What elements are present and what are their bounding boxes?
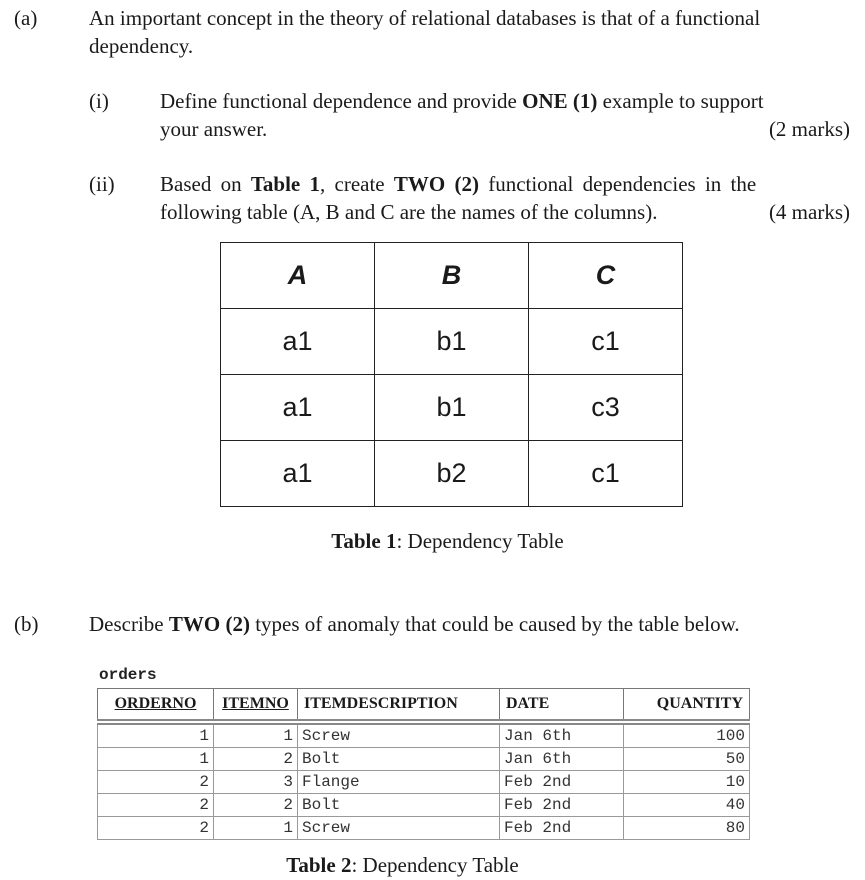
table-cell: 1 — [214, 817, 298, 840]
table2-caption-rest: : Dependency Table — [351, 853, 519, 877]
table-row — [98, 748, 750, 771]
table-cell: c1 — [529, 441, 683, 507]
sub-ii-bold-two: TWO (2) — [393, 172, 479, 196]
table-cell: Feb 2nd — [500, 817, 624, 840]
sub-i-text-end: example to support — [597, 89, 764, 113]
table2-caption — [0, 851, 805, 879]
table1-header-c: C — [529, 243, 683, 309]
sub-i-bold: ONE (1) — [522, 89, 598, 113]
sub-ii-bold-table: Table 1 — [250, 172, 320, 196]
sub-ii-line1 — [160, 170, 850, 198]
table-cell: 2 — [214, 748, 298, 771]
table-cell: c1 — [529, 309, 683, 375]
table-row — [98, 817, 750, 840]
sub-ii-question — [160, 170, 850, 226]
header-itemno-text: ITEMNO — [222, 695, 289, 712]
header-itemno — [214, 689, 298, 723]
table-cell: Jan 6th — [500, 722, 624, 748]
table-cell: 2 — [98, 794, 214, 817]
sub-i-label: (i) — [89, 89, 109, 113]
table2-header-row — [98, 689, 750, 723]
sub-i-line2 — [160, 115, 850, 143]
table1-caption-rest: : Dependency Table — [396, 529, 564, 553]
sub-ii-text-c: , create — [320, 172, 394, 196]
table-cell: 80 — [624, 817, 750, 840]
header-date: DATE — [500, 689, 624, 723]
sub-ii-text-a: Based on — [160, 172, 251, 196]
table-cell: Flange — [298, 771, 500, 794]
table-cell: Screw — [298, 817, 500, 840]
table-cell: 10 — [624, 771, 750, 794]
header-orderno — [98, 689, 214, 723]
table-cell: 40 — [624, 794, 750, 817]
table-cell: 1 — [98, 748, 214, 771]
table-row — [221, 441, 683, 507]
table-cell: a1 — [221, 375, 375, 441]
part-b-text-c: types of anomaly that could be caused by the table below. — [249, 612, 740, 636]
table2-name: orders — [99, 666, 157, 684]
part-b-text-a: Describe — [89, 612, 169, 636]
table-cell: 2 — [98, 817, 214, 840]
table1-header-row — [221, 243, 683, 309]
table-cell: c3 — [529, 375, 683, 441]
table1-header-b: B — [375, 243, 529, 309]
table-cell: 100 — [624, 722, 750, 748]
table1-caption-bold: Table 1 — [331, 529, 397, 553]
table-cell: Bolt — [298, 794, 500, 817]
table-row — [221, 375, 683, 441]
sub-ii-marks: (4 marks) — [768, 200, 850, 224]
table-cell: 50 — [624, 748, 750, 771]
header-quantity: QUANTITY — [624, 689, 750, 723]
table-cell: a1 — [221, 441, 375, 507]
table-cell: b1 — [375, 375, 529, 441]
table-row — [98, 771, 750, 794]
part-b-label: (b) — [14, 612, 39, 636]
table-cell: b2 — [375, 441, 529, 507]
dependency-table-1 — [220, 242, 683, 507]
part-a-intro-line1: An important concept in the theory of relational databases is that of a functional — [89, 6, 761, 30]
table-cell: 1 — [98, 722, 214, 748]
sub-i-text: Define functional dependence and provide — [160, 89, 523, 113]
table1-header-a: A — [221, 243, 375, 309]
sub-i-line2-text: your answer. — [160, 117, 268, 141]
sub-ii-line2 — [160, 198, 850, 226]
header-itemdescription: ITEMDESCRIPTION — [298, 689, 500, 723]
sub-ii-label: (ii) — [89, 172, 115, 196]
table-cell: Jan 6th — [500, 748, 624, 771]
part-a-intro — [89, 4, 859, 60]
table-row — [98, 794, 750, 817]
table-cell: Bolt — [298, 748, 500, 771]
table-row — [98, 722, 750, 748]
table2-caption-bold: Table 2 — [286, 853, 352, 877]
table-cell: a1 — [221, 309, 375, 375]
part-b-bold: TWO (2) — [168, 612, 250, 636]
sub-i-marks: (2 marks) — [768, 117, 850, 141]
sub-i-question — [160, 87, 850, 143]
part-a-label: (a) — [14, 6, 38, 30]
table-cell: Feb 2nd — [500, 771, 624, 794]
table-cell: b1 — [375, 309, 529, 375]
table-cell: Screw — [298, 722, 500, 748]
part-b-question — [89, 610, 859, 638]
table-cell: 2 — [214, 794, 298, 817]
table-cell: 2 — [98, 771, 214, 794]
part-a-intro-line2: dependency. — [89, 34, 194, 58]
table-cell: Feb 2nd — [500, 794, 624, 817]
table-cell: 3 — [214, 771, 298, 794]
sub-ii-text-e: functional dependencies in the — [478, 172, 757, 196]
table-row — [221, 309, 683, 375]
table-cell: 1 — [214, 722, 298, 748]
header-orderno-text: ORDERNO — [114, 695, 197, 712]
table1-caption — [0, 527, 865, 555]
sub-ii-line2-text: following table (A, B and C are the names of the columns). — [160, 200, 658, 224]
sub-i-line1 — [160, 87, 850, 115]
orders-table — [97, 688, 750, 840]
